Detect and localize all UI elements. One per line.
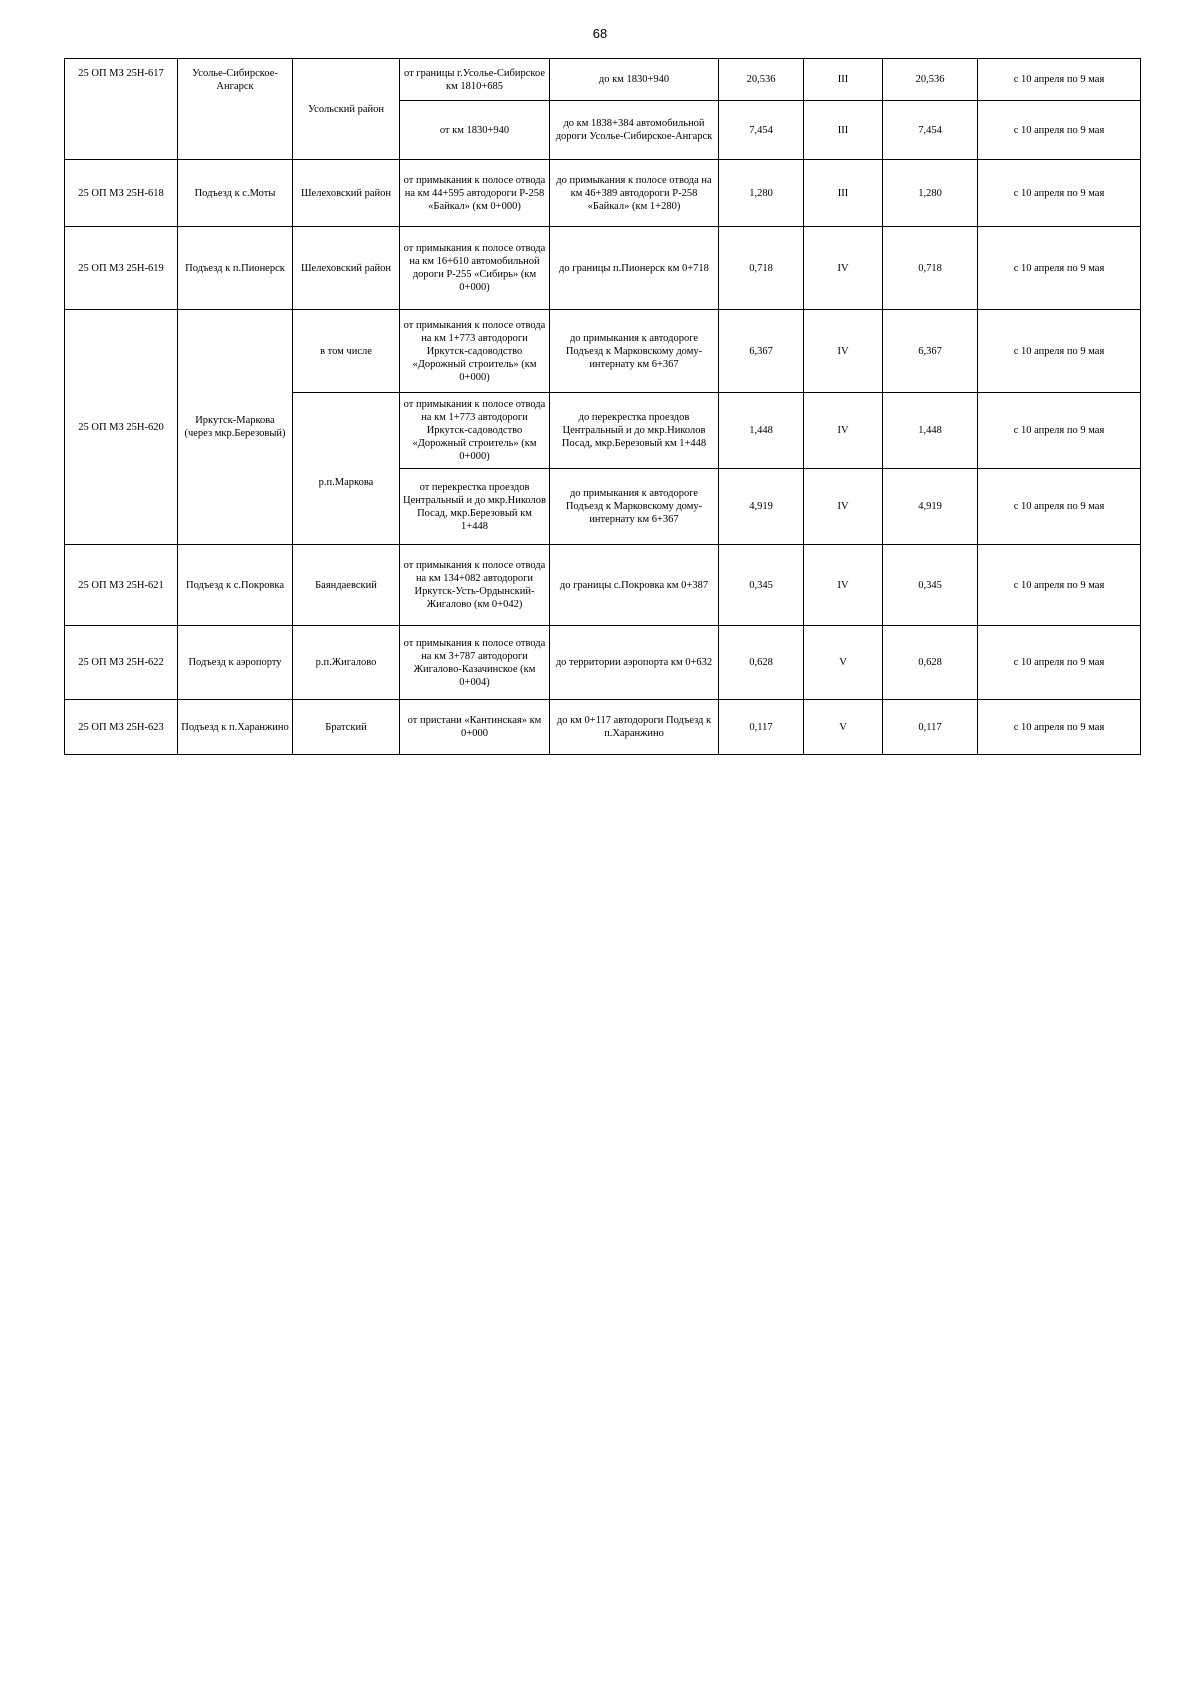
restricted-length: 0,628: [883, 626, 978, 700]
road-id: 25 ОП МЗ 25Н-619: [65, 227, 178, 310]
segment-from: от примыкания к полосе отвода на км 1+773 автодороги Иркутск-садоводство «Дорожный строитель» (км 0+000): [400, 393, 550, 469]
page-number: 68: [592, 26, 608, 41]
district: Баяндаевский: [293, 545, 400, 626]
district: Усольский район: [293, 59, 400, 160]
restriction-period: с 10 апреля по 9 мая: [978, 101, 1141, 160]
restriction-period: с 10 апреля по 9 мая: [978, 227, 1141, 310]
district: р.п.Жигалово: [293, 626, 400, 700]
segment-length: 20,536: [719, 59, 804, 101]
road-id: 25 ОП МЗ 25Н-622: [65, 626, 178, 700]
road-name: Иркутск-Маркова (через мкр.Березовый): [178, 310, 293, 545]
segment-to: до км 1830+940: [550, 59, 719, 101]
road-category: IV: [804, 393, 883, 469]
table-row: [65, 160, 1141, 227]
district: Шелеховский район: [293, 160, 400, 227]
restricted-length: 0,345: [883, 545, 978, 626]
district: Братский: [293, 700, 400, 755]
segment-length: 0,628: [719, 626, 804, 700]
segment-to: до границы п.Пионерск км 0+718: [550, 227, 719, 310]
restriction-period: с 10 апреля по 9 мая: [978, 626, 1141, 700]
segment-from: от примыкания к полосе отвода на км 16+610 автомобильной дороги Р-255 «Сибирь» (км 0+000): [400, 227, 550, 310]
segment-from: от примыкания к полосе отвода на км 1+773 автодороги Иркутск-садоводство «Дорожный строитель» (км 0+000): [400, 310, 550, 393]
road-category: IV: [804, 310, 883, 393]
table-row: [65, 700, 1141, 755]
restricted-length: 20,536: [883, 59, 978, 101]
road-name: Подъезд к с.Покровка: [178, 545, 293, 626]
segment-length: 0,718: [719, 227, 804, 310]
segment-to: до перекрестка проездов Центральный и до мкр.Николов Посад, мкр.Березовый км 1+448: [550, 393, 719, 469]
restriction-period: с 10 апреля по 9 мая: [978, 160, 1141, 227]
segment-to: до территории аэропорта км 0+632: [550, 626, 719, 700]
segment-from: от примыкания к полосе отвода на км 44+595 автодороги Р-258 «Байкал» (км 0+000): [400, 160, 550, 227]
road-category: IV: [804, 545, 883, 626]
restricted-length: 0,718: [883, 227, 978, 310]
road-category: III: [804, 59, 883, 101]
segment-length: 0,345: [719, 545, 804, 626]
segment-length: 4,919: [719, 469, 804, 545]
road-category: IV: [804, 469, 883, 545]
segment-length: 1,448: [719, 393, 804, 469]
segment-to: до км 0+117 автодороги Подъезд к п.Харанжино: [550, 700, 719, 755]
segment-from: от примыкания к полосе отвода на км 3+787 автодороги Жигалово-Казачинское (км 0+004): [400, 626, 550, 700]
table-row: [65, 545, 1141, 626]
restricted-length: 1,280: [883, 160, 978, 227]
table-row: [65, 626, 1141, 700]
segment-length: 7,454: [719, 101, 804, 160]
restriction-period: с 10 апреля по 9 мая: [978, 469, 1141, 545]
road-category: IV: [804, 227, 883, 310]
district: в том числе: [293, 310, 400, 393]
road-id: 25 ОП МЗ 25Н-621: [65, 545, 178, 626]
segment-to: до границы с.Покровка км 0+387: [550, 545, 719, 626]
restricted-length: 6,367: [883, 310, 978, 393]
restricted-length: 4,919: [883, 469, 978, 545]
district: Шелеховский район: [293, 227, 400, 310]
segment-length: 1,280: [719, 160, 804, 227]
road-category: III: [804, 101, 883, 160]
restriction-period: с 10 апреля по 9 мая: [978, 700, 1141, 755]
segment-from: от перекрестка проездов Центральный и до мкр.Николов Посад, мкр.Березовый км 1+448: [400, 469, 550, 545]
road-id: 25 ОП МЗ 25Н-620: [65, 310, 178, 545]
road-name: Подъезд к аэропорту: [178, 626, 293, 700]
segment-to: до примыкания к полосе отвода на км 46+389 автодороги Р-258 «Байкал» (км 1+280): [550, 160, 719, 227]
segment-to: до примыкания к автодороге Подъезд к Марковскому дому-интернату км 6+367: [550, 310, 719, 393]
road-name: Усолье-Сибирское-Ангарск: [178, 59, 293, 160]
road-id: 25 ОП МЗ 25Н-623: [65, 700, 178, 755]
road-name: Подъезд к п.Пионерск: [178, 227, 293, 310]
road-id: 25 ОП МЗ 25Н-617: [65, 59, 178, 160]
road-category: V: [804, 626, 883, 700]
restricted-length: 0,117: [883, 700, 978, 755]
segment-from: от примыкания к полосе отвода на км 134+082 автодороги Иркутск-Усть-Ордынский-Жигалово (км 0+042): [400, 545, 550, 626]
restriction-period: с 10 апреля по 9 мая: [978, 545, 1141, 626]
table-row: [65, 227, 1141, 310]
road-category: V: [804, 700, 883, 755]
table-row: [65, 59, 1141, 101]
segment-from: от км 1830+940: [400, 101, 550, 160]
road-id: 25 ОП МЗ 25Н-618: [65, 160, 178, 227]
district: р.п.Маркова: [293, 393, 400, 545]
road-category: III: [804, 160, 883, 227]
segment-length: 6,367: [719, 310, 804, 393]
table-row: [65, 310, 1141, 393]
segment-from: от границы г.Усолье-Сибирское км 1810+685: [400, 59, 550, 101]
restriction-period: с 10 апреля по 9 мая: [978, 59, 1141, 101]
segment-from: от пристани «Кантинская» км 0+000: [400, 700, 550, 755]
restricted-length: 7,454: [883, 101, 978, 160]
restriction-period: с 10 апреля по 9 мая: [978, 310, 1141, 393]
restricted-length: 1,448: [883, 393, 978, 469]
road-name: Подъезд к п.Харанжино: [178, 700, 293, 755]
segment-length: 0,117: [719, 700, 804, 755]
segment-to: до км 1838+384 автомобильной дороги Усолье-Сибирское-Ангарск: [550, 101, 719, 160]
roads-table: [64, 58, 1141, 755]
road-name: Подъезд к с.Моты: [178, 160, 293, 227]
restriction-period: с 10 апреля по 9 мая: [978, 393, 1141, 469]
segment-to: до примыкания к автодороге Подъезд к Марковскому дому-интернату км 6+367: [550, 469, 719, 545]
